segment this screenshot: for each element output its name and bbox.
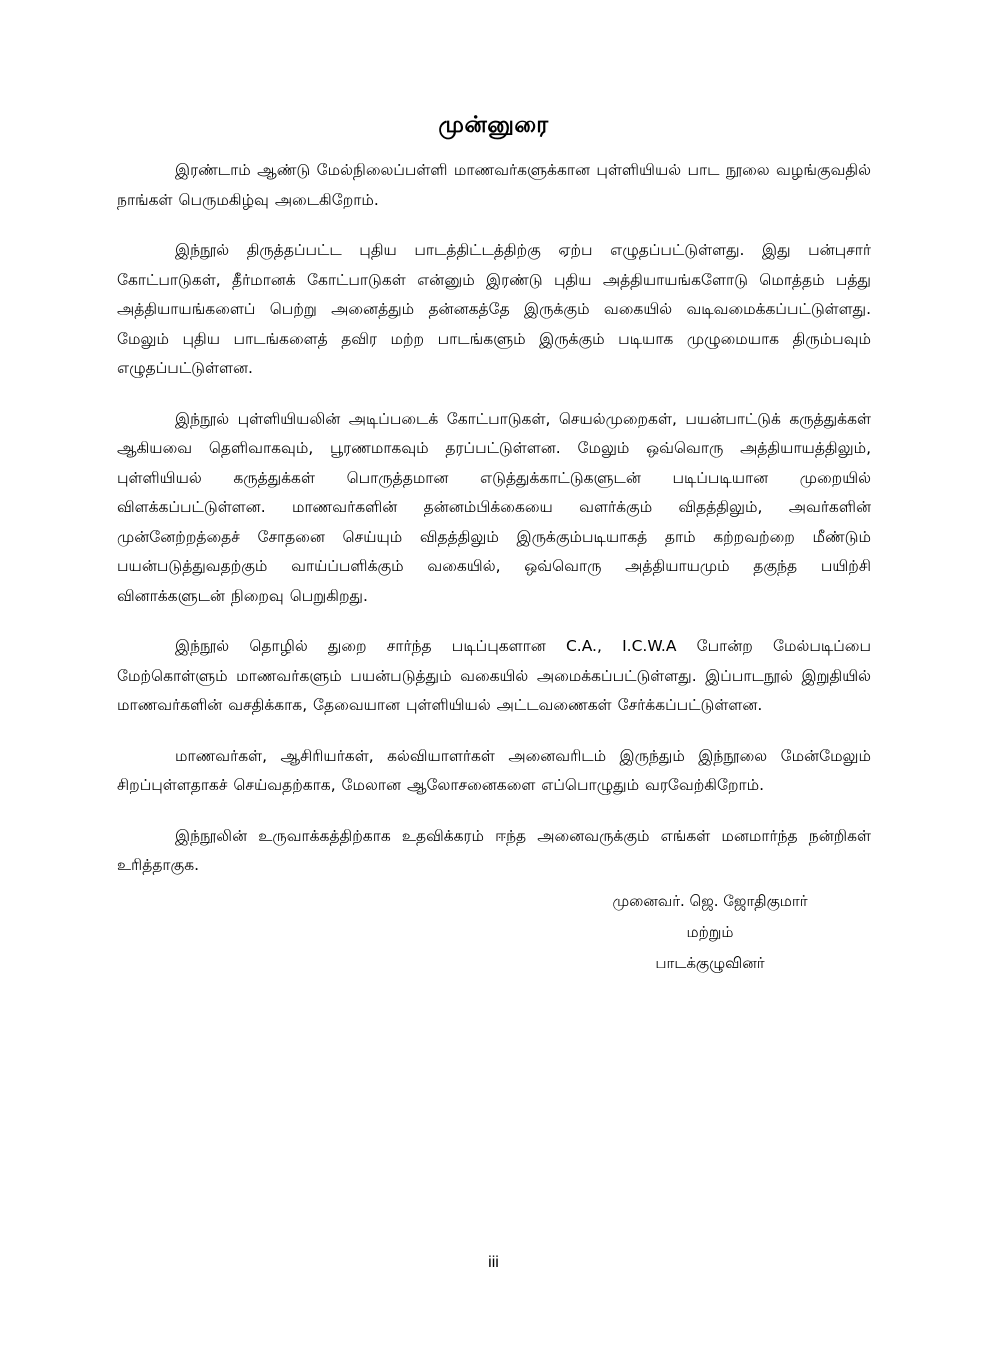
paragraph-4: இந்நூல் தொழில் துறை சார்ந்த படிப்புகளான C.A., I.C.W.A போன்ற மேல்படிப்பை மேற்கொள்ளும் மாணவர்களும் பயன்படுத்தும் வகையில் அமைக்கப்பட்டுள்ளது. இப்பாடநூல் இறுதியில் மாணவர்களின் வசதிக்காக, தேவையான புள்ளியியல் அட்டவணைகள் சேர்க்கப்பட்டுள்ளன. — [117, 637, 871, 714]
signature-block — [590, 886, 830, 979]
paragraph-2: இந்நூல் திருத்தப்பட்ட புதிய பாடத்திட்டத்திற்கு ஏற்ப எழுதப்பட்டுள்ளது. இது பன்புசார் கோட்பாடுகள், தீர்மானக் கோட்பாடுகள் என்னும் இரண்டு புதிய அத்தியாயங்களோடு மொத்தம் பத்து அத்தியாயங்களைப் பெற்று அனைத்தும் தன்னகத்தே இருக்கும் வகையில் வடிவமைக்கப்பட்டுள்ளது. மேலும் புதிய பாடங்களைத் தவிர மற்ற பாடங்களும் இருக்கும் படியாக முழுமையாக திரும்பவும் எழுதப்பட்டுள்ளன. — [117, 241, 871, 377]
paragraph-1: இரண்டாம் ஆண்டு மேல்நிலைப்பள்ளி மாணவர்களுக்கான புள்ளியியல் பாட நூலை வழங்குவதில் நாங்கள் பெருமகிழ்வு அடைகிறோம். — [117, 161, 871, 209]
signature-author: முனைவர். ஜெ. ஜோதிகுமார் — [612, 892, 808, 910]
preface-body — [117, 156, 871, 902]
signature-group: பாடக்குழுவினர் — [655, 954, 765, 972]
paragraph-6: இந்நூலின் உருவாக்கத்திற்காக உதவிக்கரம் ஈந்த அனைவருக்கும் எங்கள் மனமார்ந்த நன்றிகள் உரித்தாகுக. — [117, 826, 871, 874]
paragraph-3: இந்நூல் புள்ளியியலின் அடிப்படைக் கோட்பாடுகள், செயல்முறைகள், பயன்பாட்டுக் கருத்துக்கள் ஆகியவை தெளிவாகவும், பூரணமாகவும் தரப்பட்டுள்ளன. மேலும் ஒவ்வொரு அத்தியாயத்திலும், புள்ளியியல் கருத்துக்கள் பொருத்தமான எடுத்துக்காட்டுகளுடன் படிப்படியான முறையில் விளக்கப்பட்டுள்ளன. மாணவர்களின் தன்னம்பிக்கையை வளர்க்கும் விதத்திலும், அவர்களின் முன்னேற்றத்தைச் சோதனை செய்யும் விதத்திலும் இருக்கும்படியாகத் தாம் கற்றவற்றை மீண்டும் பயன்படுத்துவதற்கும் வாய்ப்பளிக்கும் வகையில், ஒவ்வொரு அத்தியாயமும் தகுந்த பயிற்சி வினாக்களுடன் நிறைவு பெறுகிறது. — [117, 409, 871, 605]
paragraph-5: மாணவர்கள், ஆசிரியர்கள், கல்வியாளர்கள் அனைவரிடம் இருந்தும் இந்நூலை மேன்மேலும் சிறப்புள்ளதாகச் செய்வதற்காக, மேலான ஆலோசனைகளை எப்பொழுதும் வரவேற்கிறோம். — [117, 746, 871, 794]
page-number: iii — [488, 1254, 499, 1271]
signature-conjunction: மற்றும் — [686, 923, 734, 941]
page-title: முன்னுரை — [438, 112, 549, 138]
